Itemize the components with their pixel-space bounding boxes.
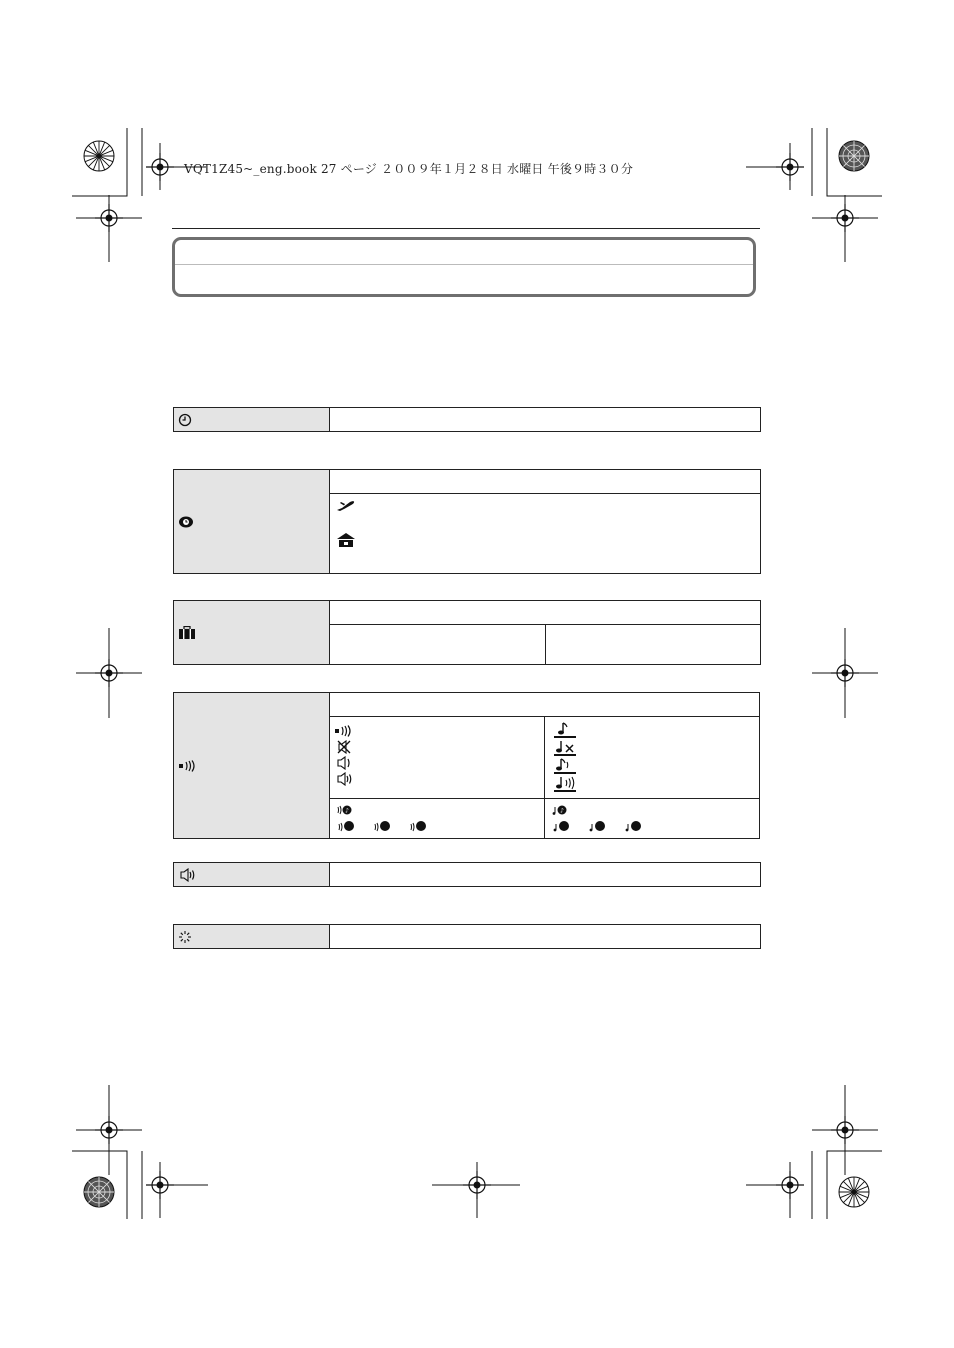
svg-text:♪: ♪ <box>345 807 349 814</box>
print-header: VQT1Z45~_eng.book 27 ページ ２００９年１月２８日 水曜日 午後９時３０分 <box>184 162 634 176</box>
svg-text:♪: ♪ <box>560 807 564 814</box>
